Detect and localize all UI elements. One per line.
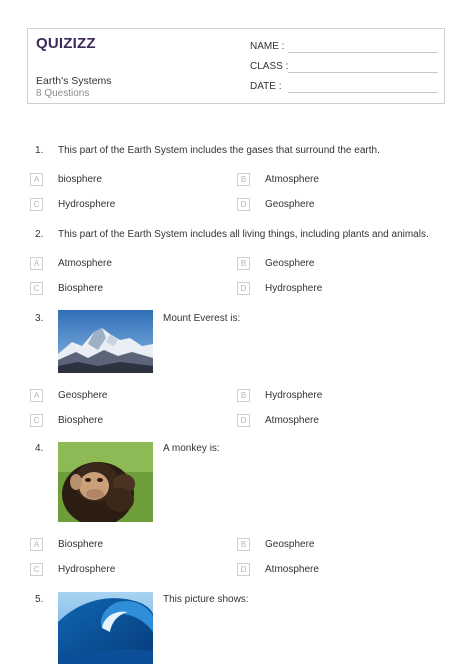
option-text: Hydrosphere [265, 390, 323, 401]
date-field[interactable] [250, 81, 438, 95]
option-text: biosphere [58, 174, 102, 185]
option-letter-box: D [237, 563, 250, 576]
option-letter-box: C [30, 563, 43, 576]
option-letter-box: B [237, 389, 250, 402]
question-2-number: 2. [35, 229, 44, 240]
date-label: DATE : [250, 81, 282, 92]
option-letter-box: A [30, 538, 43, 551]
option-text: Geosphere [265, 539, 315, 550]
option-text: Hydrosphere [265, 283, 323, 294]
option-text: Atmosphere [265, 564, 319, 575]
mountain-icon [58, 310, 153, 373]
option-text: Geosphere [58, 390, 108, 401]
name-field[interactable] [250, 41, 438, 55]
quizizz-logo: QUIZIZZ [36, 35, 96, 52]
option-letter-box: C [30, 282, 43, 295]
option-letter-box: B [237, 538, 250, 551]
option-text: Atmosphere [265, 174, 319, 185]
worksheet-header [27, 28, 445, 104]
option-letter-box: A [30, 389, 43, 402]
option-letter-box: B [237, 173, 250, 186]
name-line[interactable] [288, 52, 438, 53]
ocean-wave-photo [58, 592, 153, 664]
option-text: Atmosphere [58, 258, 112, 269]
option-text: Biosphere [58, 283, 104, 294]
worksheet-title: Earth's Systems [36, 75, 112, 87]
option-text: Geosphere [265, 199, 315, 210]
option-text: Hydrosphere [58, 564, 116, 575]
option-letter-box: A [30, 257, 43, 270]
option-text: Hydrosphere [58, 199, 116, 210]
option-text: Biosphere [58, 539, 104, 550]
option-letter-box: D [237, 198, 250, 211]
option-letter-box: D [237, 282, 250, 295]
question-2-text: This part of the Earth System includes all living things, including plants and animals. [58, 229, 429, 240]
mountain-photo [58, 310, 153, 373]
class-field[interactable] [250, 61, 438, 75]
question-5-text: This picture shows: [163, 594, 249, 605]
question-4-text: A monkey is: [163, 443, 220, 454]
question-1-number: 1. [35, 145, 44, 156]
question-3-text: Mount Everest is: [163, 313, 241, 324]
option-letter-box: B [237, 257, 250, 270]
wave-icon [58, 592, 153, 664]
question-4-number: 4. [35, 443, 44, 454]
option-letter-box: C [30, 414, 43, 427]
question-1-text: This part of the Earth System includes the gases that surround the earth. [58, 145, 380, 156]
chimpanzee-icon [58, 442, 153, 522]
chimpanzee-photo [58, 442, 153, 522]
option-letter-box: A [30, 173, 43, 186]
option-letter-box: C [30, 198, 43, 211]
option-text: Atmosphere [265, 415, 319, 426]
class-line[interactable] [288, 72, 438, 73]
question-count: 8 Questions [36, 88, 90, 99]
option-letter-box: D [237, 414, 250, 427]
question-5-number: 5. [35, 594, 44, 605]
name-label: NAME : [250, 41, 285, 52]
question-3-number: 3. [35, 313, 44, 324]
option-text: Biosphere [58, 415, 104, 426]
option-text: Geosphere [265, 258, 315, 269]
date-line[interactable] [288, 92, 438, 93]
class-label: CLASS : [250, 61, 289, 72]
